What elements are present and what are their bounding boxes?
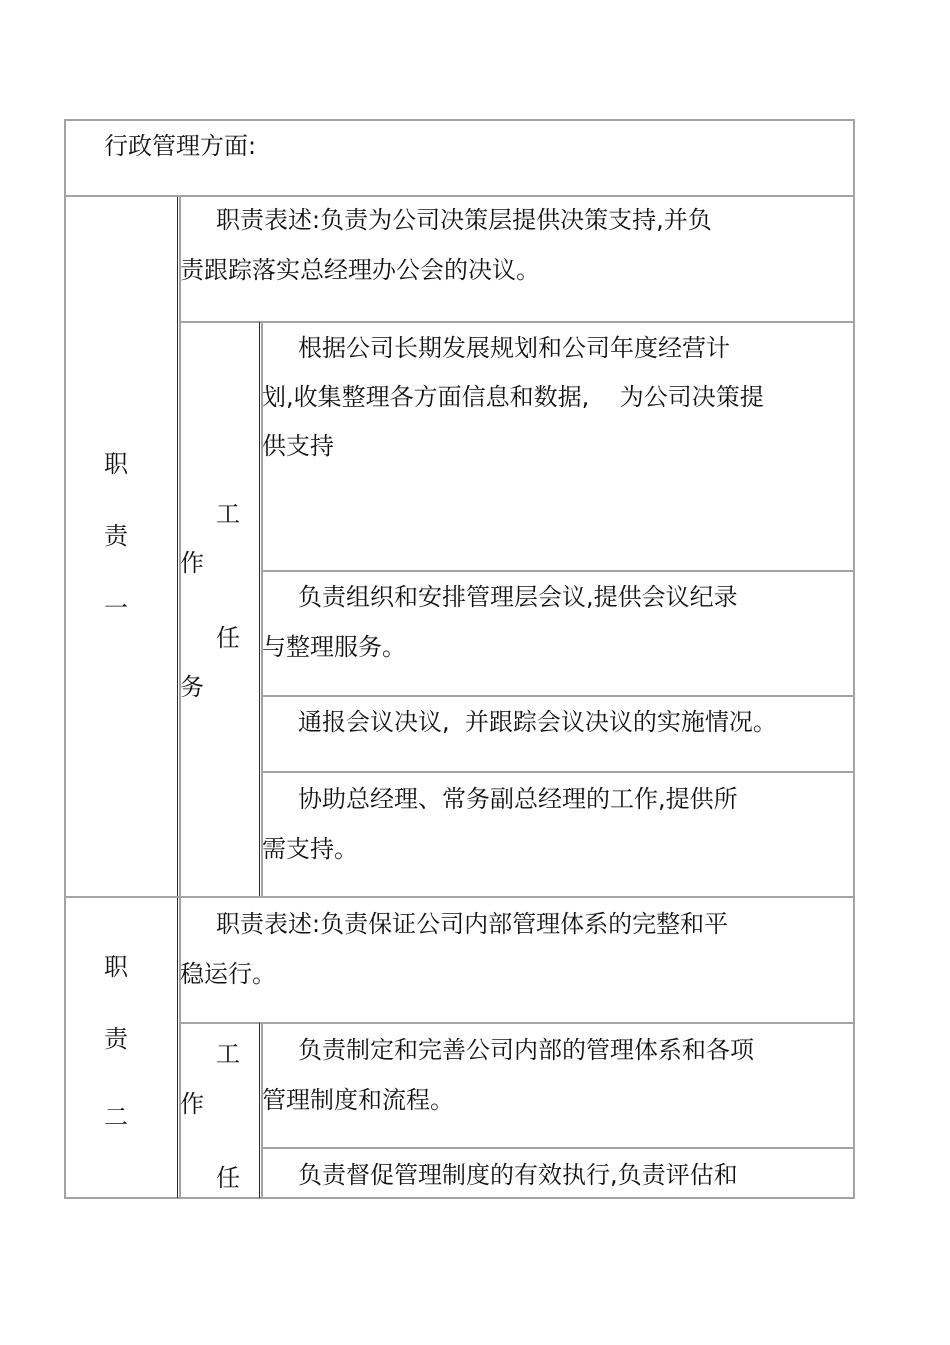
- duty2-label-char: 职: [104, 953, 128, 981]
- duty2-summary-line: 稳运行。: [180, 960, 276, 988]
- duty1-task4-line: 协助总经理、常务副总经理的工作,提供所: [298, 785, 738, 813]
- duty-row-divider: [64, 896, 855, 898]
- duty1-task-label-char: 工: [216, 500, 240, 528]
- duty2-task2-line: 负责督促管理制度的有效执行,负责评估和: [298, 1161, 738, 1189]
- duty2-task-label-char: 工: [216, 1040, 240, 1068]
- duty1-task-divider-3: [261, 771, 855, 773]
- duty1-task-label-divider: [259, 322, 260, 897]
- duty1-task-label-char: 务: [180, 673, 204, 701]
- duty1-label-char: 职: [104, 450, 128, 478]
- duty1-task2-line: 与整理服务。: [262, 633, 406, 661]
- duty2-label-char: 二: [104, 1103, 128, 1131]
- duty1-task-label-char: 作: [180, 549, 204, 577]
- duty2-task-divider-1: [261, 1147, 855, 1149]
- duty1-label-char: 一: [104, 594, 128, 622]
- duty2-summary-line: 职责表述:负责保证公司内部管理体系的完整和平: [216, 910, 729, 938]
- duty1-task-label-char: 任: [216, 624, 240, 652]
- duty1-summary-line: 责跟踪落实总经理办公会的决议。: [180, 256, 540, 284]
- duty-column-divider: [177, 197, 178, 1198]
- duty1-task4-line: 需支持。: [262, 835, 358, 863]
- duty1-task1-line: 根据公司长期发展规划和公司年度经营计: [298, 334, 730, 362]
- duty1-task1-line: 划,收集整理各方面信息和数据, 为公司决策提: [262, 383, 764, 411]
- duty1-task1-line: 供支持: [262, 432, 334, 460]
- duty2-task1-line: 管理制度和流程。: [262, 1086, 454, 1114]
- table-border-right: [853, 119, 855, 1199]
- table-border-left: [64, 119, 66, 1199]
- duty2-task-label-divider: [259, 1023, 260, 1198]
- duty1-task2-line: 负责组织和安排管理层会议,提供会议纪录: [298, 583, 738, 611]
- duty1-label-char: 责: [104, 522, 128, 550]
- duty2-label-char: 责: [104, 1025, 128, 1053]
- duty2-task-label-char: 任: [216, 1164, 240, 1192]
- section-title: 行政管理方面:: [104, 132, 257, 160]
- duty2-task-label-char: 作: [180, 1090, 204, 1118]
- duty2-summary-divider: [179, 1022, 855, 1024]
- duty1-summary-line: 职责表述:负责为公司决策层提供决策支持,并负: [216, 206, 712, 234]
- duty1-task3-line: 通报会议决议, 并跟踪会议决议的实施情况。: [298, 708, 777, 736]
- duty2-task1-line: 负责制定和完善公司内部的管理体系和各项: [298, 1036, 754, 1064]
